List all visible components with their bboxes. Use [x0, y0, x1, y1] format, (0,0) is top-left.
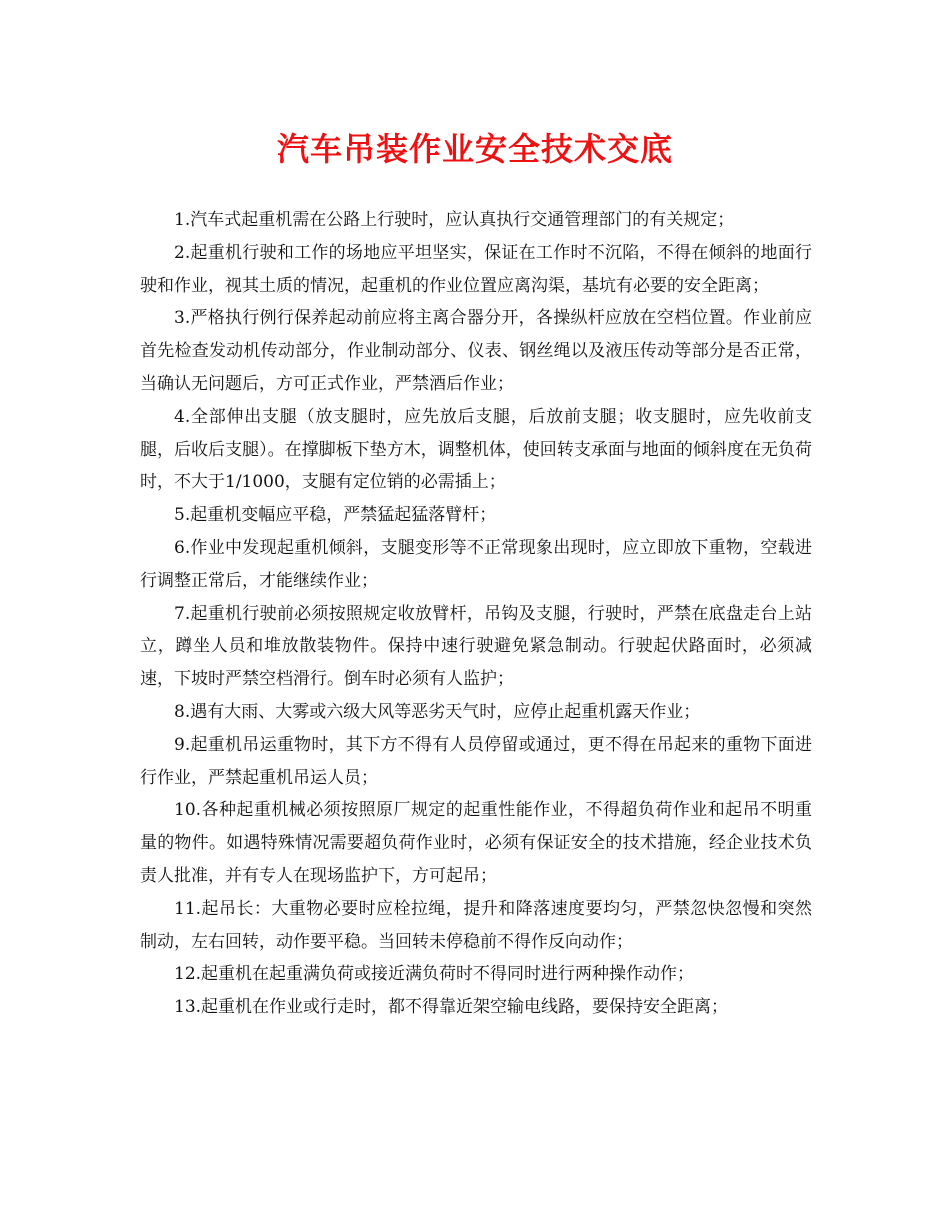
document-body [140, 204, 812, 1024]
document-title: 汽车吊装作业安全技术交底 [276, 130, 673, 168]
paragraph-7: 7.起重机行驶前必须按照规定收放臂杆，吊钩及支腿，行驶时，严禁在底盘走台上站立，蹲坐人员和堆放散装物件。保持中速行驶避免紧急制动。行驶起伏路面时，必须减速，下坡时严禁空档滑行。倒车时必须有人监护； [140, 603, 812, 690]
paragraph-8: 8.遇有大雨、大雾或六级大风等恶劣天气时，应停止起重机露天作业； [174, 701, 701, 722]
paragraph-13: 13.起重机在作业或行走时，都不得靠近架空输电线路，要保持安全距离； [174, 997, 729, 1018]
paragraph-6: 6.作业中发现起重机倾斜，支腿变形等不正常现象出现时，应立即放下重物，空载进行调整正常后，才能继续作业； [140, 537, 812, 591]
paragraph-9: 9.起重机吊运重物时，其下方不得有人员停留或通过，更不得在吊起来的重物下面进行作业，严禁起重机吊运人员； [140, 734, 812, 788]
paragraph-4: 4.全部伸出支腿（放支腿时，应先放后支腿，后放前支腿；收支腿时，应先收前支腿，后收后支腿）。在撑脚板下垫方木，调整机体，使回转支承面与地面的倾斜度在无负荷时，不大于1/1000，支腿有定位销的必需插上； [140, 406, 812, 493]
paragraph-11: 11.起吊长：大重物必要时应栓拉绳，提升和降落速度要均匀，严禁忽快忽慢和突然制动，左右回转，动作要平稳。当回转未停稳前不得作反向动作； [140, 898, 812, 952]
paragraph-3: 3.严格执行例行保养起动前应将主离合器分开，各操纵杆应放在空档位置。作业前应首先检查发动机传动部分，作业制动部分、仪表、钢丝绳以及液压传动等部分是否正常，当确认无问题后，方可正式作业，严禁酒后作业； [140, 308, 812, 394]
paragraph-10: 10.各种起重机械必须按照原厂规定的起重性能作业，不得超负荷作业和起吊不明重量的物件。如遇特殊情况需要超负荷作业时，必须有保证安全的技术措施，经企业技术负责人批准，并有专人在现场监护下，方可起吊； [140, 800, 812, 886]
paragraph-5: 5.起重机变幅应平稳，严禁猛起猛落臂杆； [174, 505, 497, 526]
paragraph-1: 1.汽车式起重机需在公路上行驶时，应认真执行交通管理部门的有关规定； [174, 210, 735, 230]
paragraph-12: 12.起重机在起重满负荷或接近满负荷时不得同时进行两种操作动作； [174, 964, 695, 985]
paragraph-2: 2.起重机行驶和工作的场地应平坦坚实，保证在工作时不沉陷，不得在倾斜的地面行驶和作业，视其土质的情况，起重机的作业位置应离沟渠，基坑有必要的安全距离； [140, 242, 812, 296]
